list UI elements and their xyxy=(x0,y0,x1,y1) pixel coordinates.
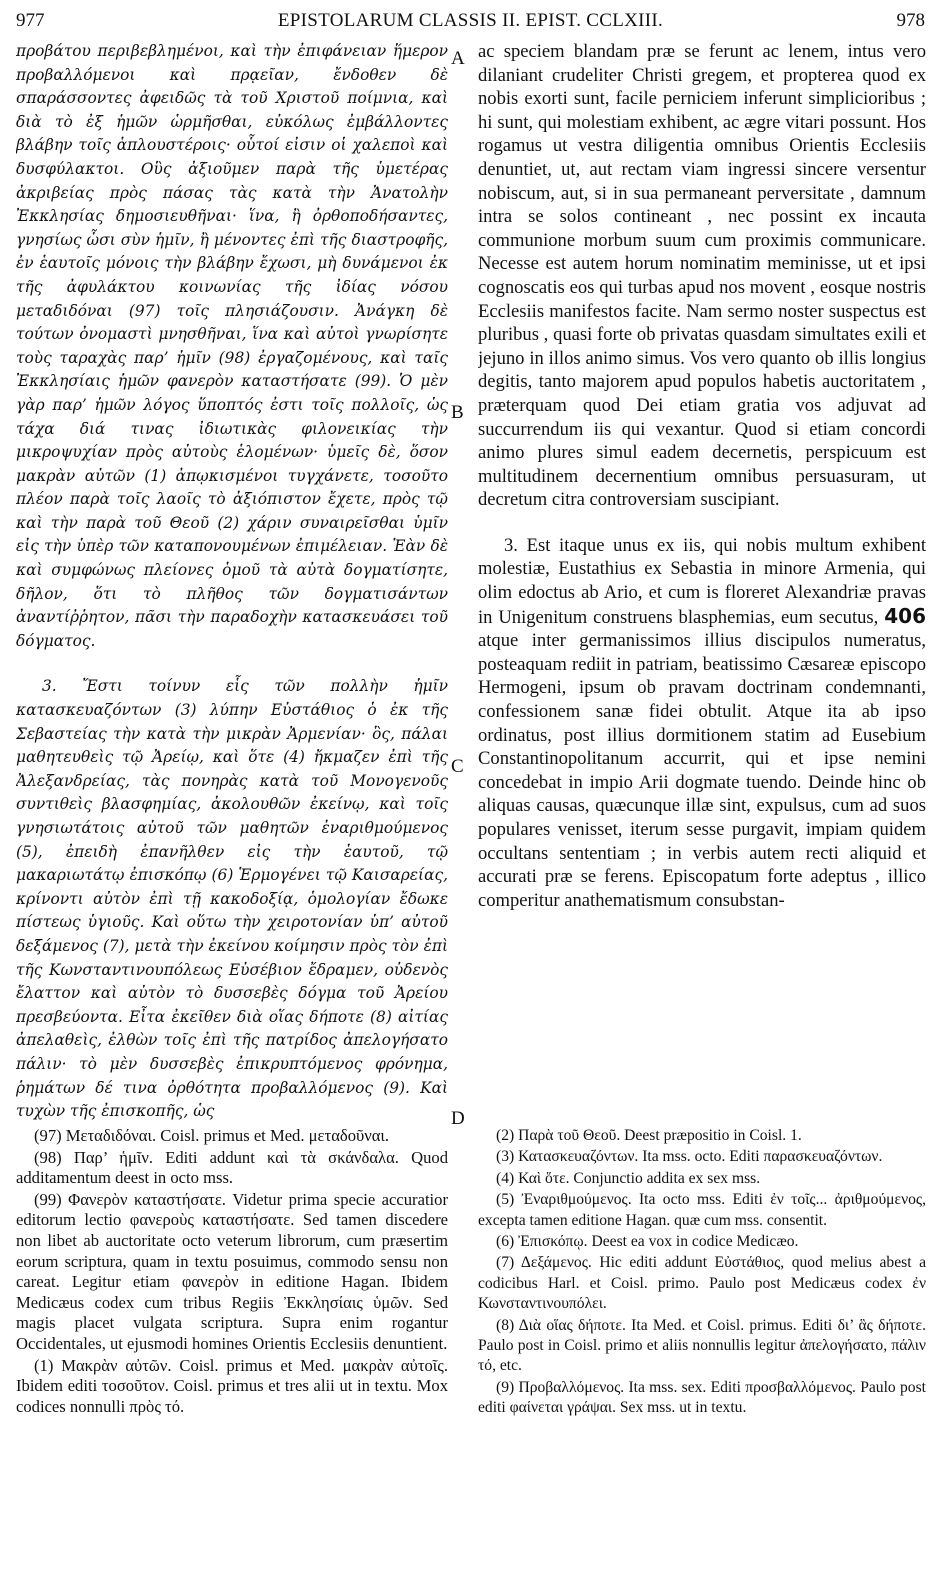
edition-page-number: 406 xyxy=(884,603,926,628)
greek-column xyxy=(16,40,448,1120)
footnote: (1) Μακρὰν αὐτῶν. Coisl. primus et Med. μακρὰν αὐτοῖς. Ibidem editi τοσοῦτον. Coisl. primus et tres alii ut in textu. Mox codices nonnulli πρὸς τό. xyxy=(16,1355,448,1416)
running-header xyxy=(16,8,925,36)
page-number-right: 978 xyxy=(896,10,925,31)
margin-marker-b: B xyxy=(451,402,464,423)
footnotes-right xyxy=(478,1126,926,1566)
greek-paragraph-2: 3. Ἔστι τοίνυν εἷς τῶν πολλὴν ἡμῖν κατασκευαζόντων (3) λύπην Εὐστάθιος ὁ ἐκ τῆς Σεβαστείας τὴν κατὰ τὴν μικρὰν Ἀρμενίαν· ὃς, πάλαι μαθητευθεὶς τῷ Ἀρείῳ, καὶ ὅτε (4) ἤκμαζεν ἐπὶ τῆς Ἀλεξανδρείας, τὰς πονηρὰς κατὰ τοῦ Μονογενοῦς συντιθεὶς βλασφημίας, ἀκολουθῶν ἐκείνῳ, καὶ τοῖς γνησιωτάτοις αὐτοῦ τῶν μαθητῶν ἐναριθμούμενος (5), ἐπειδὴ ἐπανῆλθεν εἰς τὴν ἑαυτοῦ, τῷ μακαριωτάτῳ ἐπισκόπῳ (6) Ἑρμογένει τῷ Καισαρείας, κρίνοντι αὐτὸν ἐπὶ τῇ κακοδοξίᾳ, ὁμολογίαν ἔδωκε πίστεως ὑγιοῦς. Καὶ οὕτω τὴν χειροτονίαν ὑπ’ αὐτοῦ δεξάμενος (7), μετὰ τὴν ἐκείνου κοίμησιν πρὸς τὸν ἐπὶ τῆς Κωνσταντινουπόλεως Εὐσέβιον ἔδραμεν, οὐδενὸς ἔλαττον καὶ αὐτὸν τὸ δυσσεβὲς δόγμα τοῦ Ἀρείου πρεσβεύοντα. Εἶτα ἐκεῖθεν διὰ οἵας δήποτε (8) αἰτίας ἀπελαθεὶς, ἐλθὼν τοῖς ἐπὶ τῆς πατρίδος ἀπελογήσατο πάλιν· τὸ μὲν δυσσεβὲς ἐπικρυπτόμενος φρόνημα, ῥημάτων δέ τινα ὀρθότητα προβαλλόμενος (9). Καὶ τυχὼν τῆς ἐπισκοπῆς, ὡς xyxy=(16,677,448,1120)
latin-paragraph-1: ac speciem blandam præ se ferunt ac lenem, intus vero dilaniant crudeliter Christi gregem, et propterea quod ex nobis exorti sunt, facile perniciem inferunt simplicioribus ; hi sunt, qui molestiam exhibent, ac ægre vitari possunt. Hos rogamus ut vestra diligentia omnibus Orientis Ecclesiis denuntiet, ut, aut rectam viam ingressi sincere versentur nobiscum, aut, si in sua permaneant perversitate , damnum intra se solos contineant , nec possint ex incauta communione morbum suum cum proximis communicare. Necesse est autem horum nominatim meminisse, ut et ipsi cognoscatis eos qui turbas apud nos movent , eosque nostris Ecclesiis manifestos facite. Nam sermo noster suspectus est pluribus , quasi forte ob privatas quasdam simultates exili et jejuno in illos animo simus. Vos vero quanto ob illis longius degitis, tanto majorem apud populos habetis auctoritatem , præterquam quod Dei etiam gratia vos adjuvat ad succurrendum iis qui vexantur. Quod si etiam concordi animo plures simul eadem decernetis, perspicuum est multitudinem decernentium omnibus persuasuram, ut decretum citra controversiam suscipiant. xyxy=(478,41,926,511)
footnote: (4) Καὶ ὅτε. Conjunctio addita ex sex mss. xyxy=(496,1169,761,1187)
footnote: (2) Παρὰ τοῦ Θεοῦ. Deest præpositio in Coisl. 1. xyxy=(496,1127,802,1144)
footnote: (9) Προβαλλόμενος. Ita mss. sex. Editi προσβαλλόμενος. Paulo post editi φαίνεται γράψαι. Sex mss. ut in textu. xyxy=(478,1378,926,1417)
footnote: (98) Παρ’ ἡμῖν. Editi addunt καὶ τὰ σκάνδαλα. Quod additamentum deest in octo mss. xyxy=(16,1147,448,1188)
footnote: (3) Κατασκευαζόντων. Ita mss. octo. Editi παρασκευαζόντων. xyxy=(496,1148,883,1166)
page-number-left: 977 xyxy=(16,10,45,31)
margin-marker-c: C xyxy=(451,756,464,777)
latin-column xyxy=(478,40,926,1120)
footnote: (99) Φανερὸν καταστήσατε. Videtur prima specie accuratior editorum lectio φανεροὺς καταστήσατε. Sed tamen discedere non libet ab auctoritate octo veterum librorum, cum præsertim eorum scriptura, quam in textu posuimus, commodo sensu non careat. Legitur etiam φανερὸν in editione Hagan. Ibidem Medicæus codex cum tribus Regiis Ἐκκλησίαις ὑμῶν. Sed magis placet vulgata scriptura. Supra enim rogantur Occidentales, ut ejusmodi homines Orientis Ecclesiis denuntient. xyxy=(16,1189,448,1353)
footnote: (7) Δεξάμενος. Hic editi addunt Εὐστάθιος, quod melius abest a codicibus Harl. et Coisl. primo. Paulo post Medicæus codex ἐν Κωνσταντινουπόλει. xyxy=(478,1254,926,1313)
footnote: (8) Διὰ οἵας δήποτε. Ita Med. et Coisl. primus. Editi δι’ ἃς δήποτε. Paulo post in Coisl. primo et aliis nonnullis legitur ἀπελογήσατο, πάλιν τό, etc. xyxy=(478,1316,926,1375)
footnote: (6) Ἐπισκόπῳ. Deest ea vox in codice Medicæo. xyxy=(496,1233,799,1251)
latin-paragraph-2 xyxy=(478,534,926,913)
latin-paragraph-2-end: atque inter germanissimos illius discipulos numeratus, posteaquam rediit in patriam, beatissimo Cæsareæ episcopo Hermogeni, ipsum ob pravam doctrinam condemnanti, confessionem sanæ fidei obtulit. Atque ita ab ipso ordinatus, post illius dormitionem statim ad Eusebium Constantinopolitanum accurrit, qui et ipse nemini concedebat in impio Arii dogmate tuendo. Deinde hinc ob aliquas causas, quæcunque illæ sint, expulsus, cum ad suos populares venisset, iterum sesse purgavit, impiam quidem occultans sententiam ; in verbis autem recti aliquid et accurati præ se ferens. Episcopatum forte adeptus , illico comperitur anathematismum consubstan- xyxy=(478,630,926,911)
margin-marker-d: D xyxy=(451,1108,465,1129)
greek-paragraph-1: προβάτου περιβεβλημένοι, καὶ τὴν ἐπιφάνειαν ἥμερον προβαλλόμενοι καὶ πρᾳεῖαν, ἔνδοθεν δὲ σπαράσσοντες ἀφειδῶς τὰ τοῦ Χριστοῦ ποίμνια, καὶ διὰ τὸ ἐξ ἡμῶν ὡρμῆσθαι, εὐκόλως ἐμβάλλοντες βλάβην τοῖς ἁπλουστέροις· οὗτοί εἰσιν οἱ χαλεποὶ καὶ δυσφύλακτοι. Οὓς ἀξιοῦμεν παρὰ τῆς ὑμετέρας ἀκριβείας πρὸς πάσας τὰς κατὰ τὴν Ἀνατολὴν Ἐκκλησίας δημοσιευθῆναι· ἵνα, ἢ ὀρθοποδήσαντες, γνησίως ὦσι σὺν ἡμῖν, ἢ μένοντες ἐπὶ τῆς διαστροφῆς, ἐν ἑαυτοῖς μόνοις τὴν βλάβην ἔχωσι, μὴ δυνάμενοι ἐκ τῆς ἀφυλάκτου κοινωνίας τῆς ἰδίας νόσου μεταδιδόναι (97) τοῖς πλησιάζουσιν. Ἀνάγκη δὲ τούτων ὀνομαστὶ μνησθῆναι, ἵνα καὶ αὐτοὶ γνωρίσητε τοὺς ταραχὰς παρ’ ἡμῖν (98) ἐργαζομένους, καὶ ταῖς Ἐκκλησίαις ἡμῶν φανερὸν καταστήσατε (99). Ὁ μὲν γὰρ παρ’ ἡμῶν λόγος ὕποπτός ἐστι τοῖς πολλοῖς, ὡς τάχα διά τινας ἰδιωτικὰς φιλονεικίας τὴν μικροψυχίαν πρὸς αὐτοὺς ἑλομένων· ὑμεῖς δὲ, ὅσον μακρὰν αὐτῶν (1) ἀπῳκισμένοι τυγχάνετε, τοσοῦτο πλέον παρὰ τοῖς λαοῖς τὸ ἀξιόπιστον ἔχετε, πρὸς τῷ καὶ τὴν παρὰ τοῦ Θεοῦ (2) χάριν συναιρεῖσθαι ὑμῖν εἰς τὴν ὑπὲρ τῶν καταπονουμένων ἐπιμέλειαν. Ἐὰν δὲ καὶ συμφώνως πλείονες ὁμοῦ τὰ αὐτὰ δογματίσητε, δῆλον, ὅτι τὸ πλῆθος τῶν δογματισάντων ἀναντίῤῥητον, πᾶσι τὴν παραδοχὴν κατασκευάσει τοῦ δόγματος. xyxy=(16,42,448,650)
footnote: (5) Ἐναριθμούμενος. Ita octo mss. Editi ἐν τοῖς... ἀριθμούμενος, excepta tamen editione Hagan. quæ cum mss. consentit. xyxy=(478,1191,926,1229)
margin-markers xyxy=(447,40,469,1129)
footnotes-left xyxy=(16,1126,448,1566)
footnote: (97) Μεταδιδόναι. Coisl. primus et Med. μεταδοῦναι. xyxy=(34,1126,390,1145)
latin-paragraph-2-start: 3. Est itaque unus ex iis, qui nobis multum exhibent molestiæ, Eustathius ex Sebastia in minore Armenia, qui olim edoctus ab Ario, et cum is floreret Alexandriæ pravas in Unigenitum construens blasphemias, eum secutus, xyxy=(478,534,926,628)
margin-marker-a: A xyxy=(451,48,465,69)
running-title: EPISTOLARUM CLASSIS II. EPIST. CCLXIII. xyxy=(277,10,664,31)
